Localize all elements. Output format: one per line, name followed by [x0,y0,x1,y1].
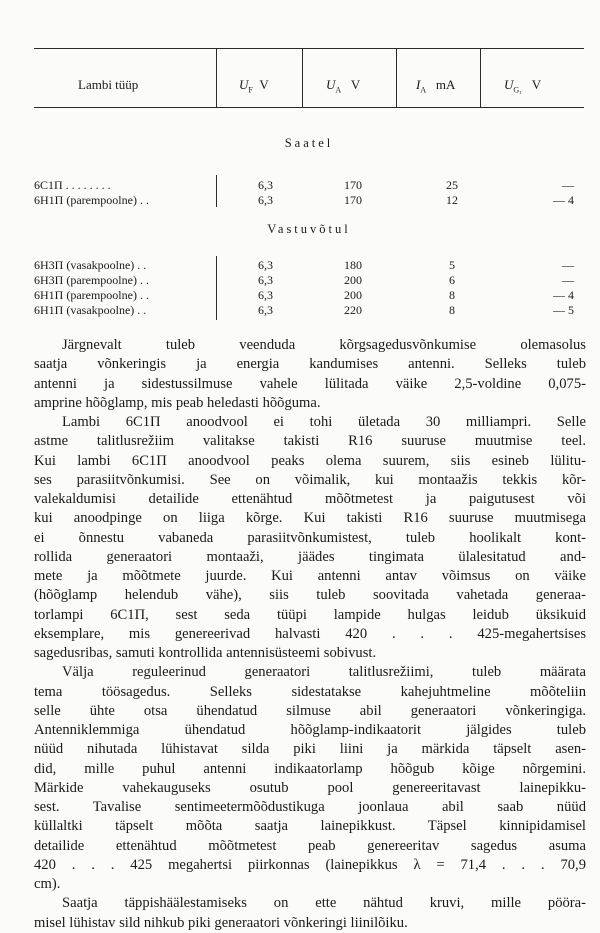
text-line: sagedusribas, samuti kontrollida antennisüsteemi sobivust. [34,645,377,661]
text-line: eksemplare, mis genereerivad halvasti 420 . . . 425-megahertsises [34,625,586,642]
ia-value: 25 [446,178,458,192]
text-line: sest. Tavalise sentimeetermõõdustikuga joonlaua abil saab nüüd [34,799,586,815]
header-ia: $I_A$ mA [416,77,456,95]
text-line: Märkide vahekauguseks osutub pool genereeritavast lainepikku- [34,779,586,796]
uf-value: 6,3 [258,288,273,302]
section-title: Saatel [284,136,334,150]
text-line: Järgnevalt tuleb veenduda kõrgsagedusvõnkumise olemasolus [62,337,586,353]
text-line: kui anoodpinge on liiga kõrge. Kui takisti R16 suuruse muutmisega [34,510,586,527]
text-line: amprine hõõglamp, mis peab heledasti hõõguma. [34,394,321,411]
col-divider [216,48,217,107]
text-line: cm). [34,876,61,892]
lamp-name: 6Н1П (parempoolne) . . [34,193,149,207]
table-row [34,258,584,273]
table-row [34,273,584,288]
lamp-name: 6Н3П (parempoolne) . . [34,273,149,287]
table-top-rule [34,48,584,49]
ia-value: 12 [446,193,458,207]
text-line: torlampi 6С1П, sest seda tüüpi lampide hulgas leidub üksikuid [34,606,586,623]
header-lamp-type: Lambi tüüp [78,77,139,92]
text-line: Saatja täppishäälestamiseks on ette nähtud kruvi, mille pööra- [62,895,586,912]
ug-value: — [562,273,574,287]
col-divider [396,48,397,107]
text-line: (hõõglamp helendub vähe), siis tuleb soovitada vahetada generaa- [34,587,586,604]
text-line: misel lühistav sild nihkub piki generaatori võnkeringi liinilõiku. [34,914,408,931]
ia-value: 8 [449,303,455,317]
ia-value: 8 [449,288,455,302]
ua-value: 180 [344,258,362,272]
uf-value: 6,3 [258,258,273,272]
lamp-name: 6Н3П (vasakpoolne) . . [34,258,147,272]
ug-value: — 4 [553,288,574,302]
text-line: nüüd nihutada lühistavat silda piki liini ja märkida täpselt asen- [34,741,586,758]
table-row [34,193,584,208]
ua-value: 220 [344,303,362,317]
text-line: Lambi 6С1П anoodvool ei tohi ületada 30 milliampri. Selle [62,414,586,430]
lamp-name: 6С1П . . . . . . . . [34,178,111,192]
ug-value: — [562,178,574,192]
col-divider [302,48,303,107]
header-ua: $U_A$ V [326,77,361,95]
ug-value: — 5 [553,303,574,317]
ua-value: 200 [344,288,362,302]
text-line: antenni ja sidestussilmuse vahele lülitada väike 2,5-voldine 0,075- [34,375,586,392]
table-row [34,288,584,303]
text-line: Välja reguleerinud generaatori talitlusrežiimi, tuleb määrata [62,664,586,681]
text-line: detailide ettenähtud mõõtmetest peab genereeritav sagedus asuma [34,837,586,854]
text-line: ei õnnestu vabaneda parasiitvõnkumistest, tuleb hoolikalt kont- [34,529,586,546]
text-line: 420 . . . 425 megahertsi piirkonnas (lainepikkus λ = 71,4 . . . 70,9 [34,856,586,873]
ua-value: 170 [344,178,362,192]
header-uf: $U_F$ V [239,77,269,95]
text-line: küllaltki täpselt mõõta saatja lainepikkust. Täpsel kinnipidamisel [34,818,586,835]
text-line: astme talitlusrežiim valitakse takisti R16 suuruse muutmise teel. [34,433,586,450]
uf-value: 6,3 [258,303,273,317]
lamp-name: 6Н1П (vasakpoolne) . . [34,303,147,317]
ia-value: 5 [449,258,455,272]
text-line: saatja võnkeringis ja energia kandumises antenni. Selleks tuleb [34,356,586,373]
text-line: tema töösagedus. Selleks sidestatakse kahejuhtmeline mõõteliin [34,683,586,700]
uf-value: 6,3 [258,178,273,192]
table-header-rule [34,107,584,108]
text-line: Kui lambi 6С1П anoodvool peaks olema suurem, siis esineb lülitu- [34,452,586,469]
uf-value: 6,3 [258,273,273,287]
text-line: selle ühte otsa ühendatud silmuse abil generaatori võnkeringiga. [34,702,586,719]
text-line: ses parasiitvõnkumisi. See on võimalik, kui montaažis tekkis kõr- [34,471,586,488]
ua-value: 200 [344,273,362,287]
ug-value: — 4 [553,193,574,207]
table-row [34,178,584,193]
text-line: did, mille puhul antenni indikaatorlamp hõõgub kõige nõrgemini. [34,760,586,777]
lamp-name: 6Н1П (parempoolne) . . [34,288,149,302]
text-line: mete ja mõõtmete juurde. Kui antenni antav võimsus on väike [34,568,586,584]
header-ug: $U_{G_1}$ V [504,77,542,95]
text-line: valekaldumisi detailide ettenähtud mõõtmetest ja paigutusest või [34,491,586,507]
col-divider [480,48,481,107]
uf-value: 6,3 [258,193,273,207]
ia-value: 6 [449,273,455,287]
section-title: Vastuvõtul [267,222,351,236]
ua-value: 170 [344,193,362,207]
table-row [34,303,584,318]
text-line: rollida generaatori montaaži, jäädes tingimata ülalesitatud and- [34,548,586,565]
ug-value: — [562,258,574,272]
lamp-table [34,48,584,320]
text-line: Antenniklemmiga ühendatud hõõglamp-indikaatorit jälgides tuleb [34,722,586,738]
body-text [34,336,586,933]
